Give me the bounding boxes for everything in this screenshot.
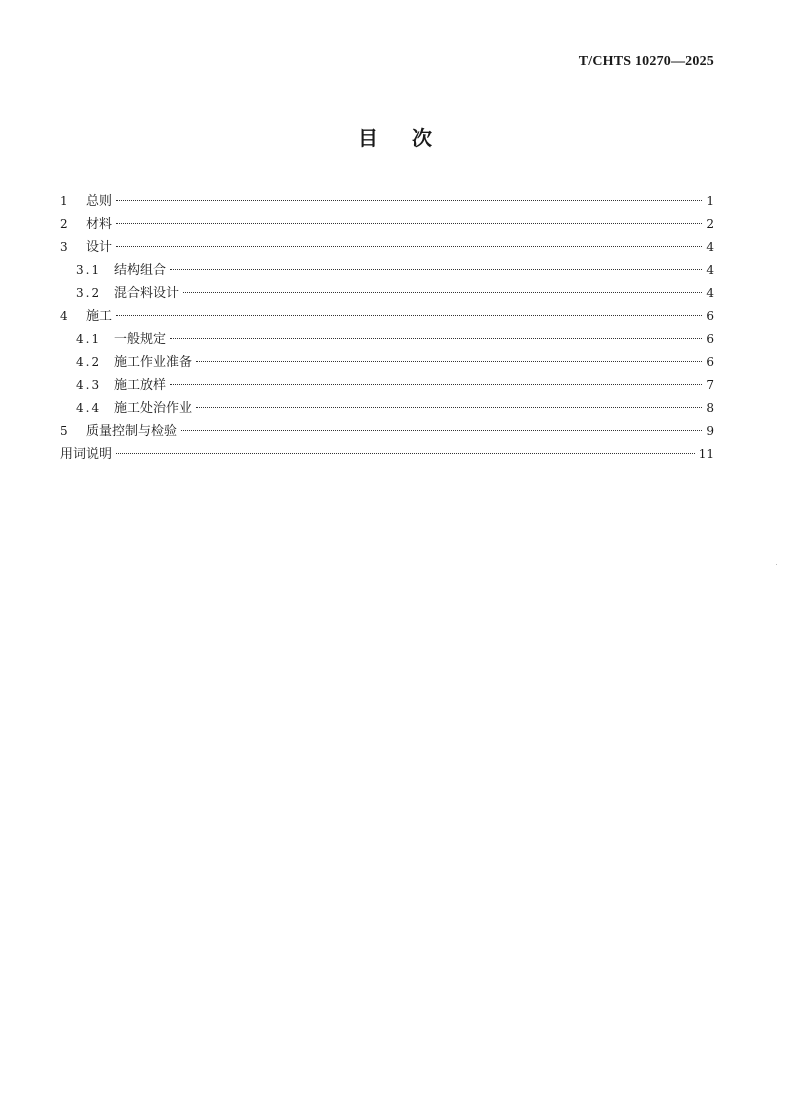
toc-entry-4-3[interactable] xyxy=(60,374,714,397)
toc-entry-label: 结构组合 xyxy=(114,263,167,278)
toc-entry-label: 总则 xyxy=(86,194,113,209)
toc-entry-label: 施工 xyxy=(86,309,113,324)
toc-entry-terms[interactable] xyxy=(60,443,714,466)
toc-entry-page: 9 xyxy=(706,424,714,438)
toc-entry-page: 4 xyxy=(706,263,714,277)
toc-entry-4-1[interactable] xyxy=(60,328,714,351)
toc-entry-page: 2 xyxy=(706,217,714,231)
toc-entry-label: 一般规定 xyxy=(114,332,167,347)
toc-entry-page: 6 xyxy=(706,332,714,346)
toc-entry-number: 4 xyxy=(60,309,68,323)
table-of-contents xyxy=(60,190,714,466)
toc-dot-leader xyxy=(170,269,702,270)
document-code: T/CHTS 10270—2025 xyxy=(578,54,714,69)
toc-entry-2[interactable] xyxy=(60,213,714,236)
toc-entry-4-4[interactable] xyxy=(60,397,714,420)
toc-dot-leader xyxy=(196,361,702,362)
toc-entry-label: 施工处治作业 xyxy=(114,401,193,416)
toc-dot-leader xyxy=(116,223,702,224)
toc-entry-number: 4.3 xyxy=(76,378,102,392)
toc-entry-1[interactable] xyxy=(60,190,714,213)
toc-entry-label: 施工放样 xyxy=(114,378,167,393)
toc-entry-page: 11 xyxy=(698,447,714,461)
toc-entry-number: 4.2 xyxy=(76,355,102,369)
toc-dot-leader xyxy=(170,384,702,385)
toc-dot-leader xyxy=(181,430,702,431)
toc-dot-leader xyxy=(170,338,702,339)
toc-entry-page: 8 xyxy=(706,401,714,415)
page-title: 目次 xyxy=(358,126,466,150)
toc-entry-5[interactable] xyxy=(60,420,714,443)
toc-entry-number: 4.4 xyxy=(76,401,102,415)
toc-entry-label: 用词说明 xyxy=(60,447,113,462)
toc-entry-label: 质量控制与检验 xyxy=(86,424,178,439)
toc-entry-page: 4 xyxy=(706,286,714,300)
toc-entry-page: 6 xyxy=(706,355,714,369)
toc-dot-leader xyxy=(116,453,695,454)
toc-entry-label: 设计 xyxy=(86,240,113,255)
toc-entry-page: 4 xyxy=(706,240,714,254)
toc-entry-4-2[interactable] xyxy=(60,351,714,374)
toc-entry-page: 6 xyxy=(706,309,714,323)
toc-entry-number: 2 xyxy=(60,217,68,231)
toc-entry-number: 4.1 xyxy=(76,332,102,346)
toc-entry-number: 3.2 xyxy=(76,286,102,300)
toc-entry-label: 材料 xyxy=(86,217,113,232)
toc-entry-number: 5 xyxy=(60,424,68,438)
toc-entry-number: 1 xyxy=(60,194,68,208)
toc-entry-3-1[interactable] xyxy=(60,259,714,282)
toc-entry-page: 7 xyxy=(706,378,714,392)
toc-dot-leader xyxy=(183,292,702,293)
toc-dot-leader xyxy=(116,315,702,316)
toc-entry-4[interactable] xyxy=(60,305,714,328)
toc-entry-label: 混合料设计 xyxy=(114,286,180,301)
toc-entry-3-2[interactable] xyxy=(60,282,714,305)
toc-entry-number: 3.1 xyxy=(76,263,102,277)
toc-entry-page: 1 xyxy=(706,194,714,208)
toc-entry-number: 3 xyxy=(60,240,68,254)
scan-speck xyxy=(776,564,777,565)
toc-entry-3[interactable] xyxy=(60,236,714,259)
toc-dot-leader xyxy=(116,246,702,247)
toc-entry-label: 施工作业准备 xyxy=(114,355,193,370)
toc-dot-leader xyxy=(116,200,702,201)
toc-dot-leader xyxy=(196,407,702,408)
